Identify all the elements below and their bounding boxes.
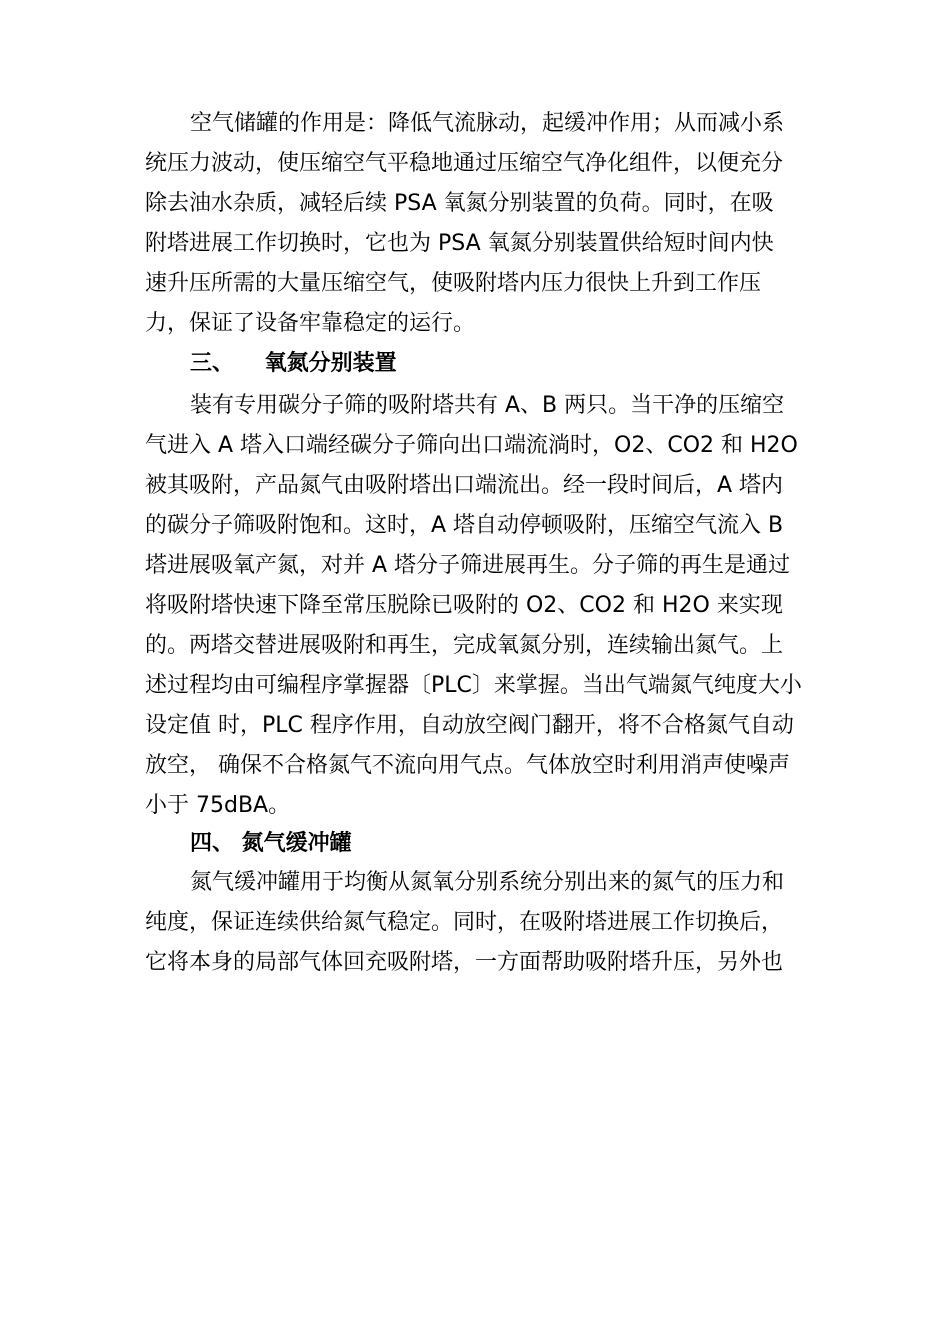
paragraph-2-line-9: 设定值 时，PLC 程序作用，自动放空阀门翻开，将不合格氮气自动 [145, 713, 794, 738]
paragraph-1-line-3: 除去油水杂质，减轻后续 PSA 氧氮分别装置的负荷。同时，在吸 [145, 191, 774, 216]
paragraph-2-line-4: 的碳分子筛吸附饱和。这时，A 塔自动停顿吸附，压缩空气流入 B [145, 513, 784, 538]
paragraph-3-line-3: 它将本身的局部气体回充吸附塔，一方面帮助吸附塔升压，另外也 [145, 950, 784, 975]
paragraph-2-line-5: 塔进展吸氧产氮，对并 A 塔分子筛进展再生。分子筛的再生是通过 [145, 553, 791, 578]
paragraph-1-line-4: 附塔进展工作切换时，它也为 PSA 氧氮分别装置供给短时间内快 [145, 231, 774, 256]
paragraph-3-line-1: 氮气缓冲罐用于均衡从氮氧分别系统分别出来的氮气的压力和 [190, 870, 785, 895]
paragraph-2-line-1: 装有专用碳分子筛的吸附塔共有 A、B 两只。当干净的压缩空 [190, 393, 785, 418]
paragraph-1-line-1: 空气储罐的作用是：降低气流脉动，起缓冲作用；从而减小系 [190, 111, 785, 136]
paragraph-1-line-6: 力，保证了设备牢靠稳定的运行。 [145, 311, 476, 336]
paragraph-1-line-2: 统压力波动，使压缩空气平稳地通过压缩空气净化组件，以便充分 [145, 151, 784, 176]
section-heading-3: 三、 氧氮分别装置 [190, 351, 397, 376]
paragraph-2-line-7: 的。两塔交替进展吸附和再生，完成氧氮分别，连续输出氮气。上 [145, 633, 784, 658]
paragraph-1-line-5: 速升压所需的大量压缩空气，使吸附塔内压力很快上升到工作压 [145, 271, 762, 296]
paragraph-2-line-6: 将吸附塔快速下降至常压脱除已吸附的 O2、CO2 和 H2O 来实现 [145, 593, 783, 618]
paragraph-2-line-8: 述过程均由可编程序掌握器〔PLC〕来掌握。当出气端氮气纯度大小 [145, 673, 802, 698]
paragraph-2-line-3: 被其吸附，产品氮气由吸附塔出口端流出。经一段时间后，A 塔内 [145, 473, 784, 498]
paragraph-2-line-11: 小于 75dBA。 [145, 793, 291, 818]
paragraph-2-line-2: 气进入 A 塔入口端经碳分子筛向出口端流淌时，O2、CO2 和 H2O [145, 433, 798, 458]
paragraph-3-line-2: 纯度，保证连续供给氮气稳定。同时，在吸附塔进展工作切换后， [145, 910, 784, 935]
section-heading-4: 四、 氮气缓冲罐 [190, 831, 352, 856]
paragraph-2-line-10: 放空， 确保不合格氮气不流向用气点。气体放空时利用消声使噪声 [145, 753, 790, 778]
